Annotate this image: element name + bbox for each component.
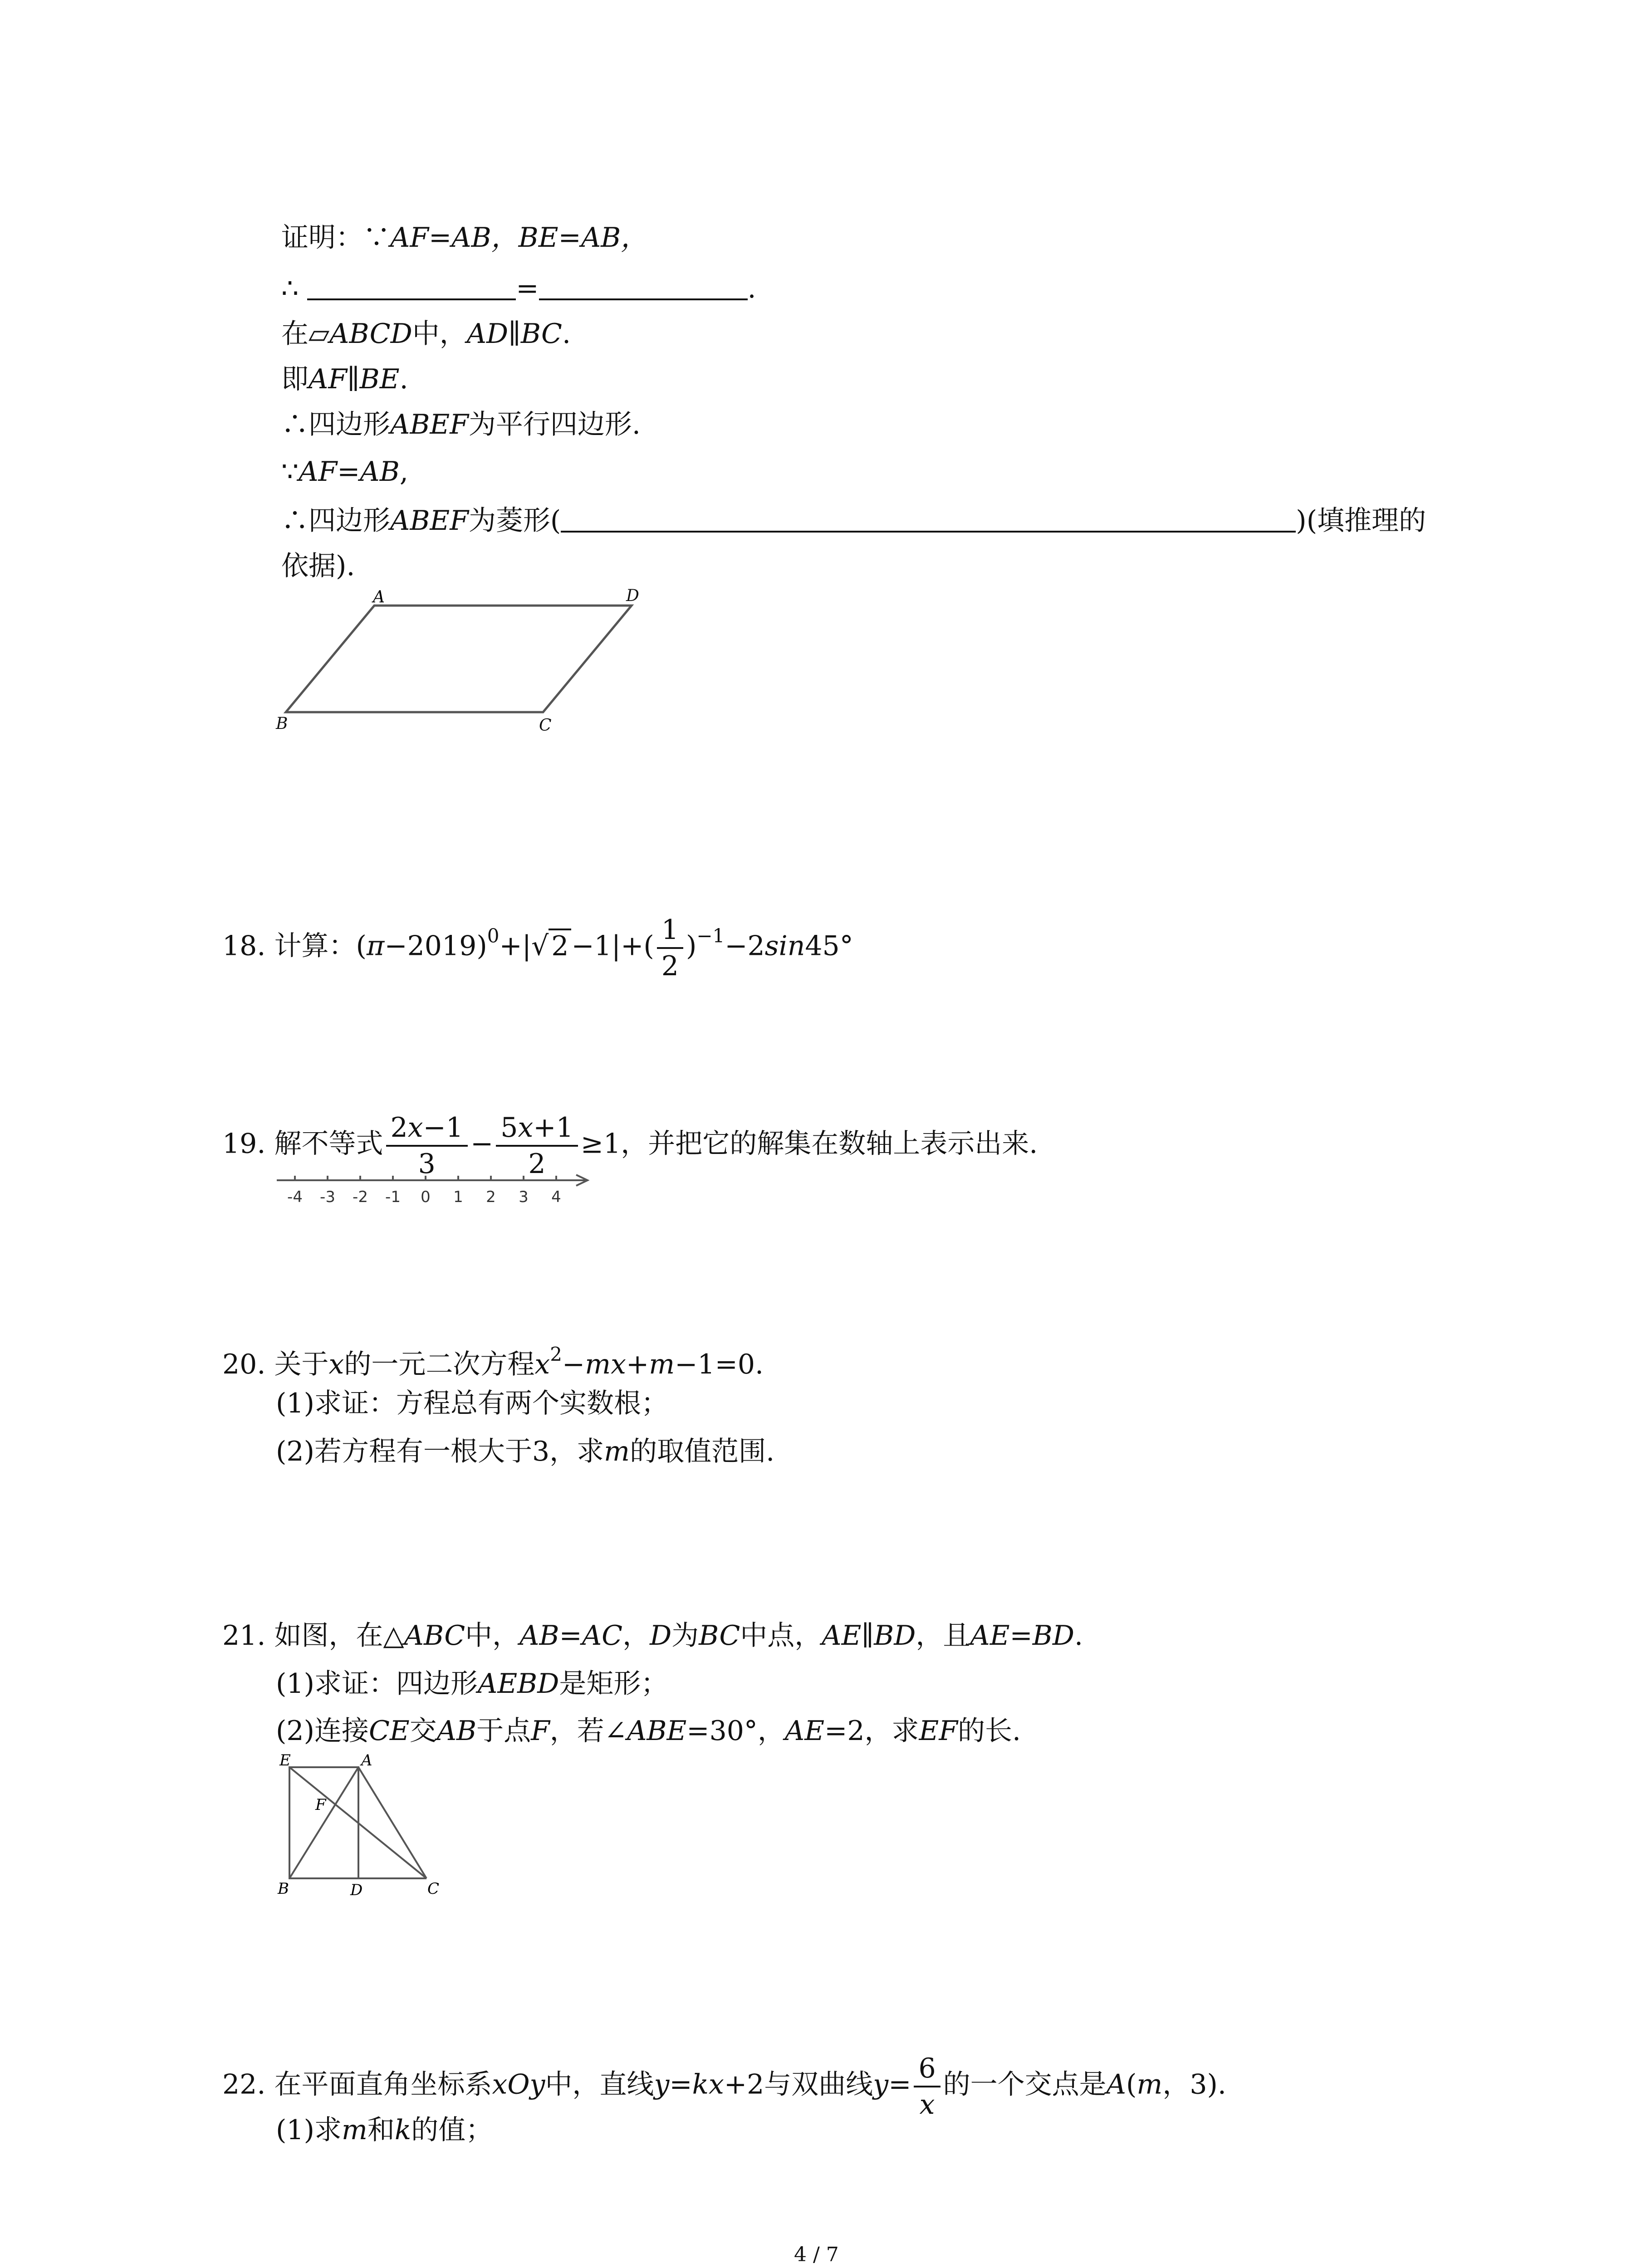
fraction-2: $\frac{5x+1}{2}$: [496, 1110, 578, 1181]
proof-line-8: 依据).: [281, 550, 355, 582]
proof-line-1: 证明：∵AF=AB，BE=AB，: [281, 222, 648, 254]
question-21: 21. 如图，在△ABC中，AB=AC，D为BC中点，AE∥BD，且AE=BD.: [222, 1620, 1083, 1652]
half-fraction: $\frac{1}{2}$: [657, 913, 683, 983]
question-20: 20. 关于x的一元二次方程$x^2-mx+m-1=0$.: [222, 1343, 764, 1380]
question-21-part-2: (2)连接CE交AB于点F，若∠ABE=30°，AE=2，求EF的长.: [276, 1715, 1021, 1747]
answer-blank-2[interactable]: [539, 271, 748, 300]
proof-line-5: ∴四边形ABEF为平行四边形.: [281, 409, 641, 440]
label-e: E: [279, 1751, 291, 1769]
question-22: 22. 在平面直角坐标系xOy中，直线y=kx+2与双曲线y= $\frac{6}{x}$ 的一个交点是A(m，3).: [222, 2051, 1226, 2122]
label-a2: A: [361, 1751, 372, 1769]
number-line-tick-label: 3: [519, 1188, 529, 1206]
page-number: 4 / 7: [794, 2243, 839, 2266]
proof-line-3: 在▱ABCD中，AD∥BC.: [281, 318, 571, 350]
question-20-part-2: (2)若方程有一根大于3，求m的取值范围.: [276, 1436, 775, 1467]
rectangle-figure: [272, 1751, 463, 1901]
question-19: 19. 解不等式 $\frac{2x-1}{3}$ − $\frac{5x+1}{2}$ ≥1，并把它的解集在数轴上表示出来.: [222, 1110, 1038, 1181]
proof-line-7: ∴四边形ABEF为菱形( )(填推理的: [281, 503, 1426, 537]
number-line: [272, 1170, 599, 1220]
label-d2: D: [350, 1881, 363, 1899]
label-c: C: [539, 716, 552, 735]
label-b: B: [276, 714, 288, 733]
number-line-tick-label: -1: [385, 1188, 401, 1206]
segment-ac: [358, 1767, 426, 1878]
label-f: F: [315, 1796, 326, 1814]
question-21-part-1: (1)求证：四边形AEBD是矩形；: [276, 1668, 668, 1700]
question-22-part-1: (1)求m和k的值；: [276, 2114, 493, 2146]
proof-line-2: ∴ = .: [281, 271, 756, 305]
label-d: D: [626, 587, 639, 605]
label-b2: B: [278, 1880, 289, 1898]
parallelogram-abcd: [286, 606, 632, 712]
reason-blank[interactable]: [561, 503, 1296, 533]
question-18: 18. 计算：$(\pi-2019)^0+|√$ 2 −1|+( $\frac{1}{2}$ )$^{-1}$−2sin45°: [222, 913, 853, 983]
parallelogram-figure: [272, 590, 635, 744]
label-a: A: [373, 590, 385, 606]
number-line-tick-label: -2: [353, 1188, 368, 1206]
proof-line-6: ∵AF=AB,: [281, 456, 408, 488]
number-line-tick-label: -3: [320, 1188, 335, 1206]
answer-blank-1[interactable]: [307, 271, 516, 300]
fraction-1: $\frac{2x-1}{3}$: [386, 1110, 468, 1181]
label-c2: C: [427, 1880, 440, 1898]
number-line-tick-label: -4: [287, 1188, 303, 1206]
number-line-tick-label: 4: [551, 1188, 561, 1206]
number-line-tick-label: 1: [453, 1188, 463, 1206]
number-line-tick-label: 2: [486, 1188, 496, 1206]
proof-line-4: 即AF∥BE.: [281, 363, 408, 395]
number-line-tick-label: 0: [421, 1188, 431, 1206]
segment-ab: [289, 1767, 358, 1878]
fraction-6-over-x: $\frac{6}{x}$: [914, 2051, 940, 2122]
question-20-part-1: (1)求证：方程总有两个实数根；: [276, 1388, 668, 1419]
